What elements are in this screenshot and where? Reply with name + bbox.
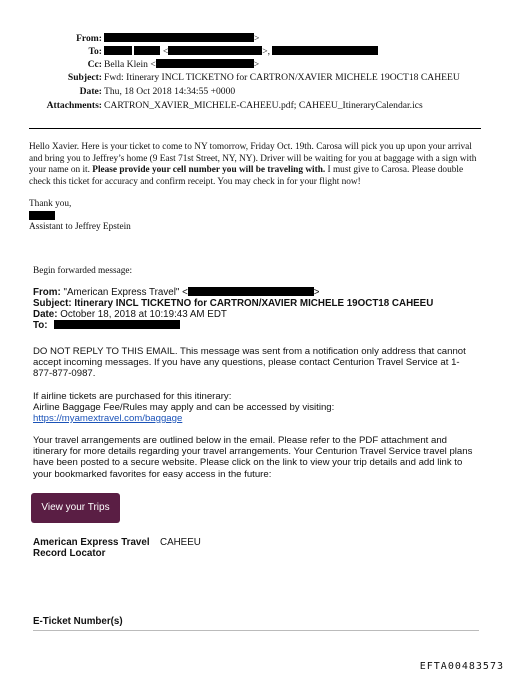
baggage-link-row: [33, 413, 478, 424]
to-mid: <: [162, 46, 169, 57]
body-bold-text: Please provide your cell number you will be traveling with.: [92, 165, 326, 176]
airline-line-1: If airline tickets are purchased for this itinerary:: [33, 391, 232, 402]
redaction-bar: [54, 320, 180, 329]
redaction-bar: [134, 46, 160, 55]
redaction-bar: [156, 59, 254, 68]
fwd-from-value: "American Express Travel" <: [63, 287, 188, 298]
to-suffix: >,: [262, 46, 271, 57]
date-label: Date:: [79, 86, 102, 97]
fwd-date-label: Date:: [33, 309, 58, 320]
fwd-from-label: From:: [33, 287, 61, 298]
attachments-label: Attachments:: [46, 100, 102, 111]
redaction-bar: [272, 46, 378, 55]
redaction-bar: [104, 46, 132, 55]
fwd-to-row: [33, 320, 180, 331]
eticket-divider: [33, 630, 479, 631]
fwd-from-row: [33, 287, 320, 298]
fwd-date-value: October 18, 2018 at 10:19:43 AM EDT: [60, 309, 227, 320]
from-label: From:: [76, 33, 102, 44]
amex-label: American Express Travel: [33, 537, 150, 548]
redaction-bar: [168, 46, 262, 55]
arrangements-paragraph: Your travel arrangements are outlined below in the email. Please refer to the PDF attachment and itinerary for more details regarding your travel arrangements. Your Centurion Travel Service travel plans have been posted to a secure website. Please click on the link to view your trip details and add link to your bookmarked favorites for easy access in the future:: [33, 435, 473, 480]
header-divider: [29, 128, 481, 129]
redaction-bar: [104, 33, 254, 42]
fwd-from-suffix: >: [313, 287, 320, 298]
noreply-paragraph: DO NOT REPLY TO THIS EMAIL. This message was sent from a notification only address that cannot accept incoming messages. If you have any questions, please contact Centurion Travel Service at 1-877-877-0987.: [33, 346, 466, 380]
document-id: EFTA00483573: [419, 661, 504, 672]
to-label: To:: [88, 46, 102, 57]
fwd-to-label: To:: [33, 320, 48, 331]
view-trips-button[interactable]: View your Trips: [31, 493, 120, 523]
record-locator-value: CAHEEU: [160, 537, 201, 548]
eticket-label: E-Ticket Number(s): [33, 616, 123, 627]
baggage-link[interactable]: https://myamextravel.com/baggage: [33, 413, 183, 424]
fwd-date-row: [33, 309, 227, 320]
thanks-line: Thank you,: [29, 199, 72, 209]
redaction-bar: [29, 211, 55, 220]
cc-name: Bella Klein <: [104, 59, 156, 70]
cc-label: Cc:: [87, 59, 102, 70]
redaction-bar: [188, 287, 314, 296]
body-text: Hello Xavier. Here is your ticket to come to NY tomorrow, Friday Oct. 19th. Carosa will pick you up upon your arrival and bring you to Jeffrey’s home (9 East 71st Street, NY, NY). Driver will be waiting for you at baggage with a sign with your name on it.: [29, 142, 477, 176]
fwd-subject-value: Itinerary INCL TICKETNO for CARTRON/XAVIER MICHELE 19OCT18 CAHEEU: [74, 298, 434, 309]
forwarded-begin: Begin forwarded message:: [33, 266, 133, 276]
body-text: I must give to Carosa. Please double check this ticket for accuracy and confirm receipt. You may check in for your flight now!: [29, 165, 464, 187]
fwd-subject-row: [33, 298, 433, 309]
subject-value: Fwd: Itinerary INCL TICKETNO for CARTRON/XAVIER MICHELE 19OCT18 CAHEEU: [104, 72, 460, 83]
body-paragraph: [29, 142, 485, 188]
attachments-value[interactable]: CARTRON_XAVIER_MICHELE-CAHEEU.pdf; CAHEEU_ItineraryCalendar.ics: [104, 100, 423, 111]
subject-label: Subject:: [67, 72, 102, 83]
signature-line: Assistant to Jeffrey Epstein: [29, 222, 131, 232]
fwd-subject-label: Subject:: [33, 298, 72, 309]
from-suffix: >: [254, 33, 260, 44]
airline-line-2: Airline Baggage Fee/Rules may apply and can be accessed by visiting:: [33, 402, 335, 413]
cc-suffix: >: [253, 59, 260, 70]
date-value: Thu, 18 Oct 2018 14:34:55 +0000: [104, 86, 236, 97]
record-locator-label: Record Locator: [33, 548, 106, 559]
